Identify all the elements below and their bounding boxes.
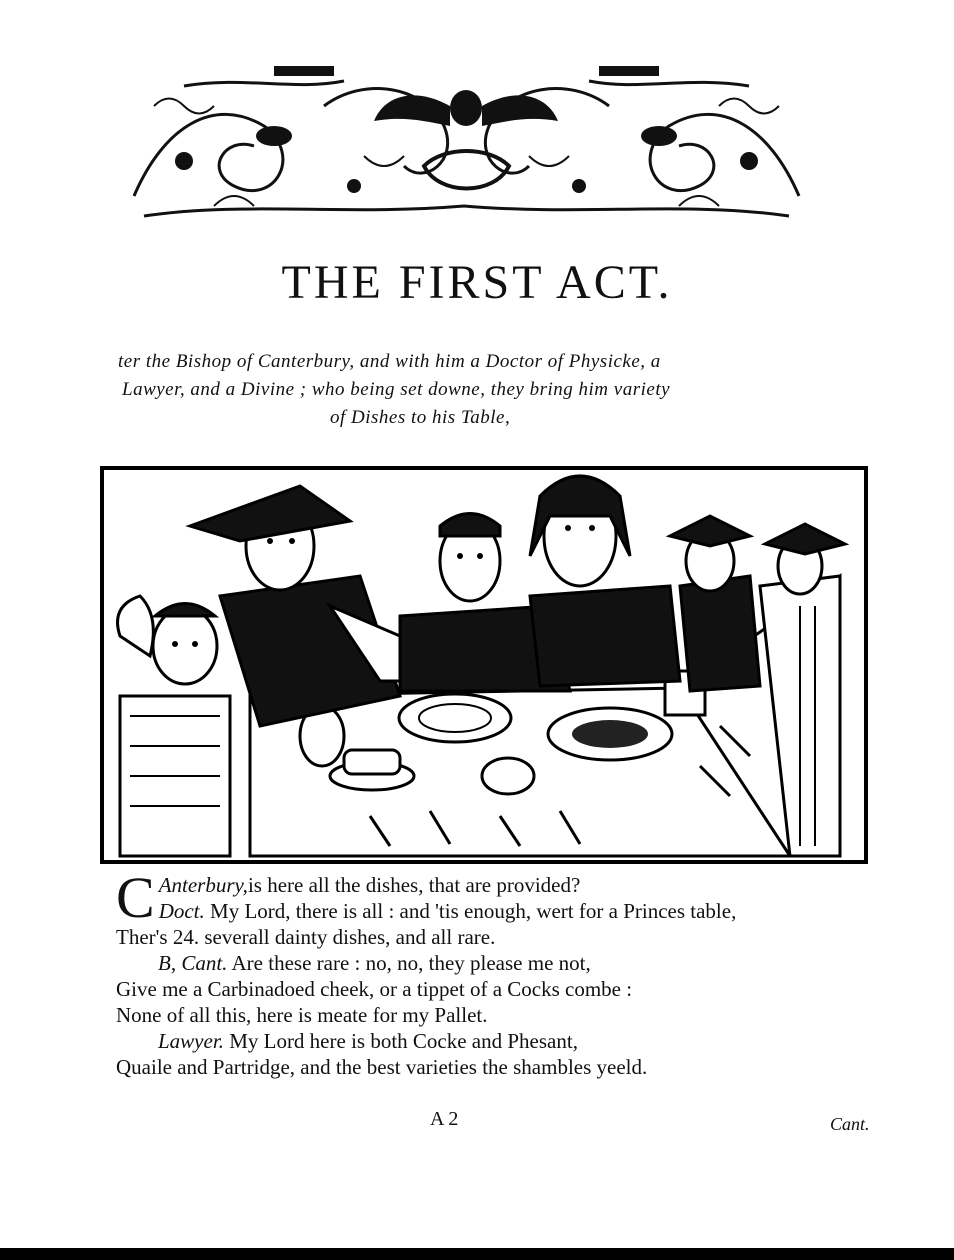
signature-mark: A 2 [430, 1108, 459, 1130]
stage-direction [118, 348, 878, 432]
text-line [116, 872, 906, 898]
line-text: Are these rare : no, no, they please me not, [227, 951, 591, 975]
text-line: Quaile and Partridge, and the best varieties the shambles yeeld. [116, 1055, 648, 1079]
text-line: None of all this, here is meate for my Pallet. [116, 1003, 488, 1027]
speaker-name: Doct. [158, 899, 205, 923]
text-line [116, 898, 906, 924]
stage-direction-line: Lawyer, and a Divine ; who being set downe, they bring him variety [122, 379, 671, 400]
speaker-name: Lawyer. [158, 1029, 224, 1053]
stage-direction-line: of Dishes to his Table, [330, 407, 511, 428]
text-line [116, 950, 906, 976]
play-text [116, 865, 906, 1080]
drop-cap: C [116, 865, 155, 930]
woodcut-illustration [100, 466, 868, 864]
scan-border [0, 1248, 954, 1260]
speaker-name: Anterbury, [158, 873, 248, 897]
ornamental-header [124, 66, 809, 224]
catchword: Cant. [830, 1114, 870, 1134]
line-text: is here all the dishes, that are provided? [247, 873, 581, 897]
text-line: Give me a Carbinadoed cheek, or a tippet of a Cocks combe : [116, 977, 633, 1001]
stage-direction-line: ter the Bishop of Canterbury, and with him a Doctor of Physicke, a [118, 351, 661, 372]
speaker-name: B, Cant. [158, 951, 228, 975]
text-line [116, 1028, 906, 1054]
text-line: Ther's 24. severall dainty dishes, and all rare. [116, 925, 496, 949]
line-text: My Lord, there is all : and 'tis enough, wert for a Princes table, [204, 899, 737, 923]
act-title: THE FIRST ACT. [281, 256, 673, 309]
line-text: My Lord here is both Cocke and Phesant, [223, 1029, 578, 1053]
